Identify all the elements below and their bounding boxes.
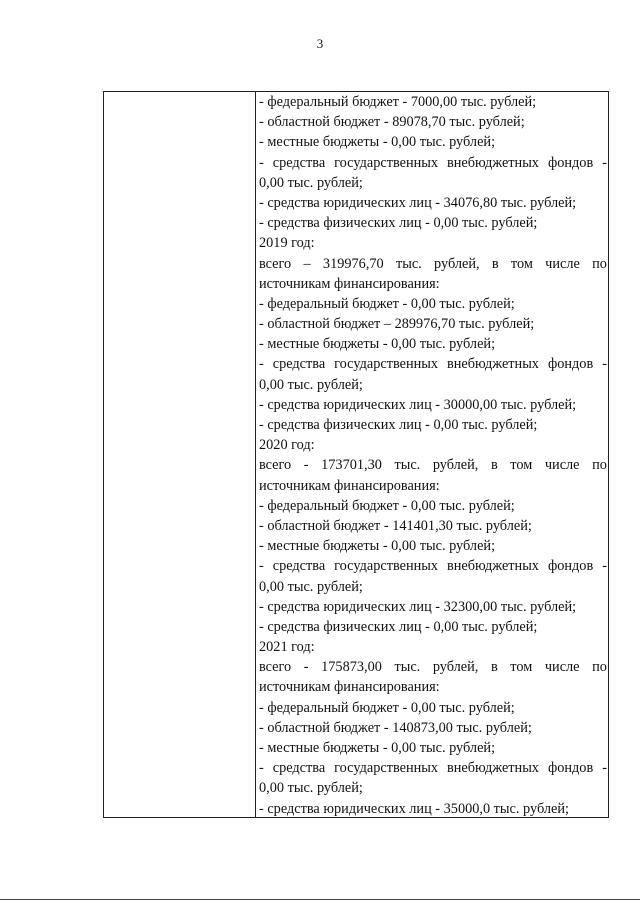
word: - xyxy=(602,558,607,575)
text-line: источникам финансирования: xyxy=(259,679,440,696)
text-line: - местные бюджеты - 0,00 тыс. рублей; xyxy=(259,740,496,756)
word: том xyxy=(510,255,533,272)
text-line xyxy=(259,153,607,173)
text-line: 2020 год: xyxy=(259,437,315,454)
word: средства xyxy=(272,558,326,575)
left-cell xyxy=(104,92,255,817)
word: государственных xyxy=(334,558,439,575)
word: по xyxy=(592,457,607,474)
text-line: - средства юридических лиц - 35000,0 тыс. рублей; xyxy=(259,800,569,817)
text-line: - средства физических лиц - 0,00 тыс. рублей; xyxy=(259,618,538,635)
word: 175873,00 xyxy=(321,659,382,676)
word: фондов xyxy=(547,356,594,373)
text-line: - местные бюджеты - 0,00 тыс. рублей; xyxy=(259,538,496,555)
word: всего xyxy=(259,457,292,474)
text-line: - средства физических лиц - 0,00 тыс. рублей; xyxy=(259,417,538,433)
word: внебюджетных xyxy=(447,558,539,575)
word: тыс. xyxy=(395,255,422,272)
word: - xyxy=(303,659,309,676)
word: фондов xyxy=(547,558,594,575)
word: - xyxy=(259,558,264,575)
funding-text-cell xyxy=(259,92,607,819)
text-line: 0,00 тыс. рублей; xyxy=(259,578,363,595)
column-divider xyxy=(255,92,256,817)
text-line: - федеральный бюджет - 0,00 тыс. рублей; xyxy=(259,497,515,514)
text-line: - областной бюджет - 140873,00 тыс. рублей; xyxy=(259,719,532,736)
text-line xyxy=(259,556,607,576)
word: государственных xyxy=(334,154,439,171)
word: средства xyxy=(272,760,326,777)
word: числе xyxy=(544,659,580,676)
word: государственных xyxy=(334,356,439,373)
word: внебюджетных xyxy=(447,154,539,171)
text-line xyxy=(259,657,607,677)
text-line: источникам финансирования: xyxy=(259,477,440,494)
word: - xyxy=(259,760,264,777)
word: рублей, xyxy=(432,659,479,676)
word: рублей, xyxy=(434,255,480,272)
word: средства xyxy=(272,154,326,171)
text-line: 0,00 тыс. рублей; xyxy=(259,376,363,393)
word: внебюджетных xyxy=(447,356,539,373)
text-line: - местные бюджеты - 0,00 тыс. рублей; xyxy=(259,134,496,151)
word: фондов xyxy=(547,760,594,777)
text-line xyxy=(259,758,607,778)
word: 319976,70 xyxy=(322,255,384,272)
word: числе xyxy=(545,255,580,272)
word: том xyxy=(510,659,533,676)
page-number: 3 xyxy=(316,36,324,51)
word: - xyxy=(303,457,309,474)
text-line: - местные бюджеты - 0,00 тыс. рублей; xyxy=(259,336,496,353)
funding-table xyxy=(103,91,609,818)
text-line: - средства юридических лиц - 34076,80 тыс. рублей; xyxy=(259,194,577,211)
word: в xyxy=(490,659,498,676)
word: том xyxy=(510,457,533,474)
word: средства xyxy=(272,356,326,373)
word: - xyxy=(259,356,264,373)
text-line: 2019 год: xyxy=(259,235,315,252)
word: - xyxy=(602,356,607,373)
word: всего xyxy=(259,659,292,676)
word: тыс. xyxy=(394,659,421,676)
word: внебюджетных xyxy=(447,760,539,777)
text-line: 0,00 тыс. рублей; xyxy=(259,780,363,797)
text-line: источникам финансирования: xyxy=(259,275,440,292)
word: по xyxy=(592,659,607,676)
text-line: - средства физических лиц - 0,00 тыс. рублей; xyxy=(259,215,538,232)
word: - xyxy=(602,154,607,171)
word: - xyxy=(259,154,264,171)
text-line: - областной бюджет – 289976,70 тыс. рублей; xyxy=(259,316,535,333)
word: тыс. xyxy=(394,457,421,474)
word: в xyxy=(491,255,499,272)
text-line: - средства юридических лиц - 30000,00 тыс. рублей; xyxy=(259,396,577,413)
text-line xyxy=(259,254,607,274)
text-line: - федеральный бюджет - 0,00 тыс. рублей; xyxy=(259,295,515,312)
text-line: 0,00 тыс. рублей; xyxy=(259,174,363,191)
text-line: - областной бюджет - 141401,30 тыс. рублей; xyxy=(259,517,532,534)
word: - xyxy=(602,760,607,777)
word: рублей, xyxy=(432,457,479,474)
word: числе xyxy=(544,457,580,474)
text-line xyxy=(259,455,607,475)
word: государственных xyxy=(334,760,439,777)
word: по xyxy=(592,255,607,272)
text-line: - федеральный бюджет - 0,00 тыс. рублей; xyxy=(259,699,515,716)
word: 173701,30 xyxy=(321,457,382,474)
word: всего xyxy=(259,255,292,272)
text-line: - областной бюджет - 89078,70 тыс. рублей; xyxy=(259,114,525,131)
page-bottom-rule xyxy=(0,899,640,900)
text-line: - средства юридических лиц - 32300,00 тыс. рублей; xyxy=(259,598,577,615)
word: в xyxy=(490,457,498,474)
text-line xyxy=(259,354,607,374)
word: фондов xyxy=(547,154,594,171)
word: – xyxy=(303,255,311,272)
text-line: - федеральный бюджет - 7000,00 тыс. рублей; xyxy=(259,94,537,110)
text-line: 2021 год: xyxy=(259,639,315,656)
